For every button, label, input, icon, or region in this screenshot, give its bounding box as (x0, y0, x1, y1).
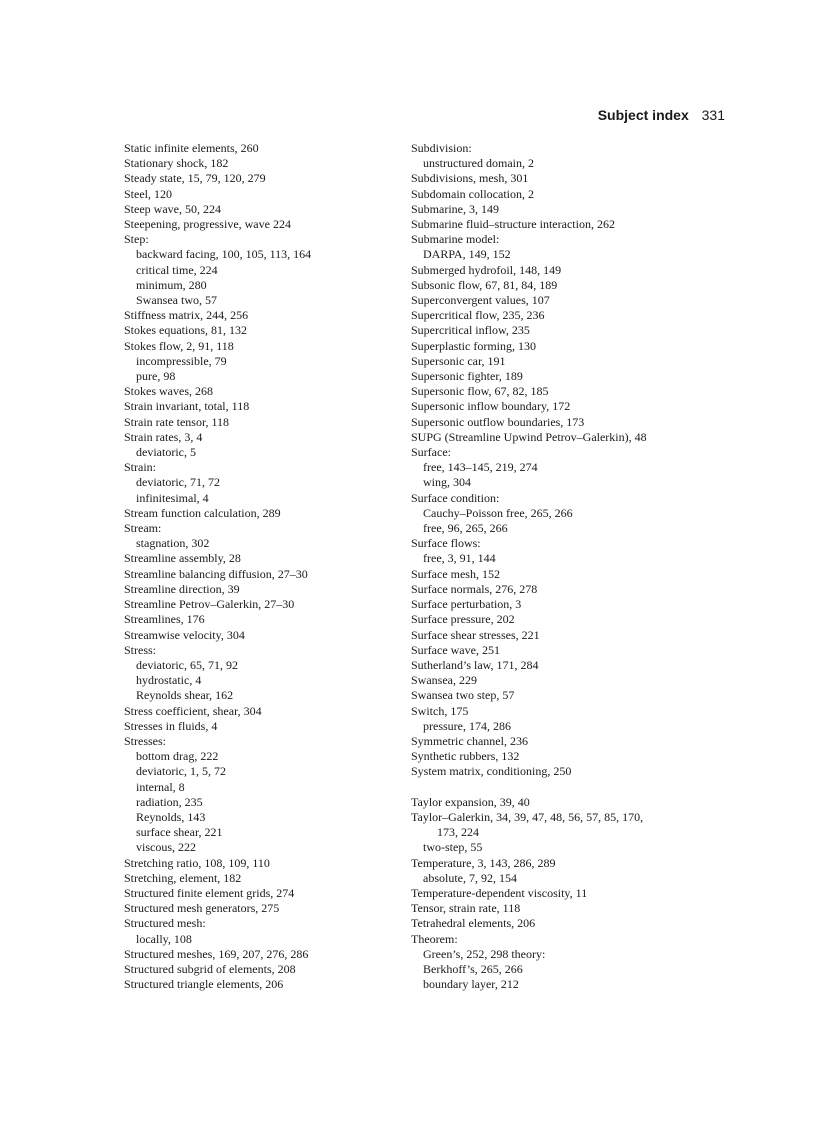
index-subentry: absolute, 7, 92, 154 (423, 870, 517, 885)
index-entry: Superconvergent values, 107 (411, 293, 550, 308)
index-entry: Stationary shock, 182 (124, 156, 229, 171)
index-subentry: Reynolds, 143 (136, 809, 206, 824)
index-subentry: bottom drag, 222 (136, 749, 219, 764)
index-subentry: minimum, 280 (136, 277, 207, 292)
index-entry: Stretching, element, 182 (124, 870, 242, 885)
index-entry: Structured subgrid of elements, 208 (124, 961, 296, 976)
index-column-right (411, 141, 731, 992)
index-entry: Stress coefficient, shear, 304 (124, 703, 262, 718)
index-entry: Step: (124, 232, 149, 247)
index-entry: Streamline Petrov–Galerkin, 27–30 (124, 597, 295, 612)
index-subentry: stagnation, 302 (136, 536, 210, 551)
index-entry: Supercritical inflow, 235 (411, 323, 530, 338)
index-subentry: Berkhoff’s, 265, 266 (423, 961, 523, 976)
index-entry: Surface shear stresses, 221 (411, 627, 540, 642)
index-entry: Stream: (124, 521, 162, 536)
index-entry: Structured meshes, 169, 207, 276, 286 (124, 946, 309, 961)
index-entry: Stiffness matrix, 244, 256 (124, 308, 249, 323)
index-entry: Surface perturbation, 3 (411, 597, 522, 612)
index-subentry: critical time, 224 (136, 262, 218, 277)
index-entry: Stream function calculation, 289 (124, 505, 281, 520)
index-entry: Subdivision: (411, 141, 472, 155)
index-entry: Taylor expansion, 39, 40 (411, 794, 530, 809)
index-entry: Theorem: (411, 931, 458, 946)
index-entry: Surface wave, 251 (411, 642, 500, 657)
index-entry: Synthetic rubbers, 132 (411, 749, 520, 764)
index-entry: Subsonic flow, 67, 81, 84, 189 (411, 277, 558, 292)
index-entry: Steep wave, 50, 224 (124, 201, 221, 216)
index-entry: Switch, 175 (411, 703, 469, 718)
index-entry: Surface condition: (411, 490, 500, 505)
index-entry: Structured mesh generators, 275 (124, 901, 280, 916)
index-subentry: Reynolds shear, 162 (136, 688, 234, 703)
index-subentry: free, 96, 265, 266 (423, 521, 508, 536)
index-entry: Stresses: (124, 733, 166, 748)
index-subentry: DARPA, 149, 152 (423, 247, 511, 262)
index-entry: Supersonic flow, 67, 82, 185 (411, 384, 549, 399)
index-subentry: unstructured domain, 2 (423, 156, 534, 171)
index-entry: Submarine, 3, 149 (411, 201, 499, 216)
index-subentry: 173, 224 (437, 825, 479, 840)
index-entry: Subdomain collocation, 2 (411, 186, 534, 201)
index-entry: Supersonic fighter, 189 (411, 369, 523, 384)
index-entry: Submerged hydrofoil, 148, 149 (411, 262, 562, 277)
index-entry: Streamlines, 176 (124, 612, 205, 627)
index-entry: Symmetric channel, 236 (411, 733, 528, 748)
index-entry: Strain rate tensor, 118 (124, 414, 230, 429)
index-entry: Stokes flow, 2, 91, 118 (124, 338, 234, 353)
index-entry: Swansea two step, 57 (411, 688, 515, 703)
running-header (598, 106, 725, 124)
index-entry: Static infinite elements, 260 (124, 141, 259, 155)
index-entry: Taylor–Galerkin, 34, 39, 47, 48, 56, 57, 85, 170, (411, 809, 644, 824)
index-entry: SUPG (Streamline Upwind Petrov–Galerkin), 48 (411, 429, 647, 444)
index-subentry: free, 143–145, 219, 274 (423, 460, 538, 475)
index-subentry: two-step, 55 (423, 840, 483, 855)
page-number: 331 (701, 107, 725, 123)
index-entry: Tensor, strain rate, 118 (411, 901, 521, 916)
index-column-left (124, 141, 394, 992)
index-entry: Supersonic inflow boundary, 172 (411, 399, 571, 414)
index-entry: Streamwise velocity, 304 (124, 627, 245, 642)
index-entry: Strain rates, 3, 4 (124, 429, 203, 444)
index-subentry: locally, 108 (136, 931, 192, 946)
index-entry: Streamline direction, 39 (124, 581, 240, 596)
index-entry: Supercritical flow, 235, 236 (411, 308, 545, 323)
index-entry: Surface pressure, 202 (411, 612, 515, 627)
index-subentry: surface shear, 221 (136, 825, 223, 840)
index-entry: Sutherland’s law, 171, 284 (411, 657, 539, 672)
index-subentry: pressure, 174, 286 (423, 718, 511, 733)
index-entry: Submarine fluid–structure interaction, 262 (411, 217, 615, 232)
index-entry: Steel, 120 (124, 186, 172, 201)
index-entry: Steady state, 15, 79, 120, 279 (124, 171, 266, 186)
index-entry: Surface flows: (411, 536, 481, 551)
index-entry: Surface: (411, 445, 451, 460)
index-subentry: wing, 304 (423, 475, 471, 490)
index-entry: Subdivisions, mesh, 301 (411, 171, 529, 186)
index-subentry: deviatoric, 71, 72 (136, 475, 220, 490)
index-entry: Strain: (124, 460, 156, 475)
index-entry: Temperature, 3, 143, 286, 289 (411, 855, 556, 870)
index-entry: Stress: (124, 642, 157, 657)
index-subentry: backward facing, 100, 105, 113, 164 (136, 247, 312, 262)
index-subentry: boundary layer, 212 (423, 977, 519, 992)
index-entry: Submarine model: (411, 232, 500, 247)
index-subentry: viscous, 222 (136, 840, 196, 855)
index-entry: Surface normals, 276, 278 (411, 581, 538, 596)
index-entry: Streamline balancing diffusion, 27–30 (124, 566, 308, 581)
section-title: Subject index (597, 107, 689, 123)
index-subentry: deviatoric, 1, 5, 72 (136, 764, 226, 779)
index-subentry: hydrostatic, 4 (136, 673, 202, 688)
index-entry: Steepening, progressive, wave 224 (124, 217, 291, 232)
index-subentry: radiation, 235 (136, 794, 203, 809)
index-entry: Stresses in fluids, 4 (124, 718, 218, 733)
index-entry: Strain invariant, total, 118 (124, 399, 250, 414)
index-subentry: free, 3, 91, 144 (423, 551, 496, 566)
index-entry: Stokes equations, 81, 132 (124, 323, 247, 338)
index-entry: Tetrahedral elements, 206 (411, 916, 536, 931)
index-entry: Stokes waves, 268 (124, 384, 213, 399)
index-subentry: pure, 98 (136, 369, 176, 384)
index-entry: Surface mesh, 152 (411, 566, 500, 581)
index-subentry: infinitesimal, 4 (136, 490, 209, 505)
index-entry: Supersonic outflow boundaries, 173 (411, 414, 585, 429)
index-subentry: Swansea two, 57 (136, 293, 217, 308)
index-subentry: Cauchy–Poisson free, 265, 266 (423, 505, 573, 520)
index-entry: Supersonic car, 191 (411, 353, 506, 368)
index-entry: Structured finite element grids, 274 (124, 885, 295, 900)
index-entry: Structured triangle elements, 206 (124, 977, 284, 992)
index-entry: Superplastic forming, 130 (411, 338, 536, 353)
index-subentry: Green’s, 252, 298 theory: (423, 946, 546, 961)
index-entry: System matrix, conditioning, 250 (411, 764, 572, 779)
index-entry: Structured mesh: (124, 916, 206, 931)
index-entry: Temperature-dependent viscosity, 11 (411, 885, 588, 900)
index-entry: Streamline assembly, 28 (124, 551, 241, 566)
index-entry: Swansea, 229 (411, 673, 477, 688)
index-subentry: incompressible, 79 (136, 353, 227, 368)
index-entry: Stretching ratio, 108, 109, 110 (124, 855, 270, 870)
index-subentry: internal, 8 (136, 779, 185, 794)
index-subentry: deviatoric, 5 (136, 445, 196, 460)
index-subentry: deviatoric, 65, 71, 92 (136, 657, 238, 672)
